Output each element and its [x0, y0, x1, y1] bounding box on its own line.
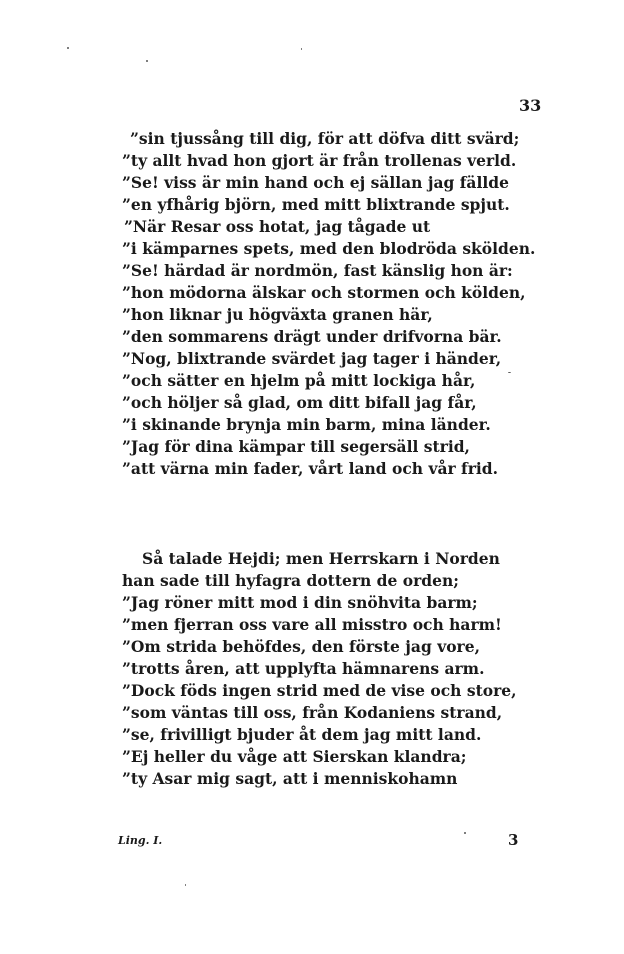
verse-line: ”och höljer så glad, om ditt bifall jag får,	[122, 393, 477, 412]
signature-mark: Ling. I.	[118, 834, 163, 847]
verse-line: ”hon liknar ju högväxta granen här,	[122, 305, 433, 324]
print-speck	[508, 372, 511, 373]
verse-line: ”den sommarens drägt under drifvorna bär.	[122, 327, 502, 346]
print-speck	[146, 60, 148, 62]
print-speck	[301, 48, 302, 50]
verse-line: ”Nog, blixtrande svärdet jag tager i händer,	[122, 349, 502, 368]
verse-line: han sade till hyfagra dottern de orden;	[122, 571, 459, 590]
verse-line: ”Jag röner mitt mod i din snöhvita barm;	[122, 593, 478, 612]
verse-line: ”Se! härdad är nordmön, fast känslig hon är:	[122, 261, 513, 280]
verse-line: ”Dock föds ingen strid med de vise och store,	[122, 681, 517, 700]
verse-line: ”Se! viss är min hand och ej sällan jag fällde	[122, 173, 509, 192]
verse-line: ”en yfhårig björn, med mitt blixtrande spjut.	[122, 195, 510, 214]
verse-line: ”att värna min fader, vårt land och vår frid.	[122, 459, 499, 478]
verse-line: ”Jag för dina kämpar till segersäll strid,	[122, 437, 470, 456]
verse-line: ”Ej heller du våge att Sierskan klandra;	[122, 747, 467, 766]
print-speck	[67, 47, 69, 49]
verse-line: ”ty Asar mig sagt, att i menniskohamn	[122, 769, 458, 788]
verse-line: ”sin tjussång till dig, för att döfva ditt svärd;	[130, 129, 520, 148]
verse-line: ”hon mödorna älskar och stormen och kölden,	[122, 283, 526, 302]
verse-line: ”När Resar oss hotat, jag tågade ut	[124, 217, 431, 236]
verse-line: ”i skinande brynja min barm, mina länder.	[122, 415, 491, 434]
verse-line: ”men fjerran oss vare all misstro och harm!	[122, 615, 502, 634]
verse-line: ”trotts åren, att upplyfta hämnarens arm.	[122, 659, 485, 678]
verse-line: ”se, frivilligt bjuder åt dem jag mitt land.	[122, 725, 482, 744]
verse-line: ”i kämparnes spets, med den blodröda skölden.	[122, 239, 536, 258]
verse-line: Så talade Hejdi; men Herrskarn i Norden	[142, 549, 500, 568]
print-speck	[185, 884, 186, 886]
sheet-number: 3	[508, 831, 519, 849]
verse-line: ”ty allt hvad hon gjort är från trollenas verld.	[122, 151, 517, 170]
print-speck	[464, 832, 466, 834]
verse-line: ”Om strida behöfdes, den förste jag vore,	[122, 637, 480, 656]
verse-line: ”och sätter en hjelm på mitt lockiga hår,	[122, 371, 476, 390]
page-number: 33	[519, 96, 542, 115]
verse-line: ”som väntas till oss, från Kodaniens strand,	[122, 703, 503, 722]
